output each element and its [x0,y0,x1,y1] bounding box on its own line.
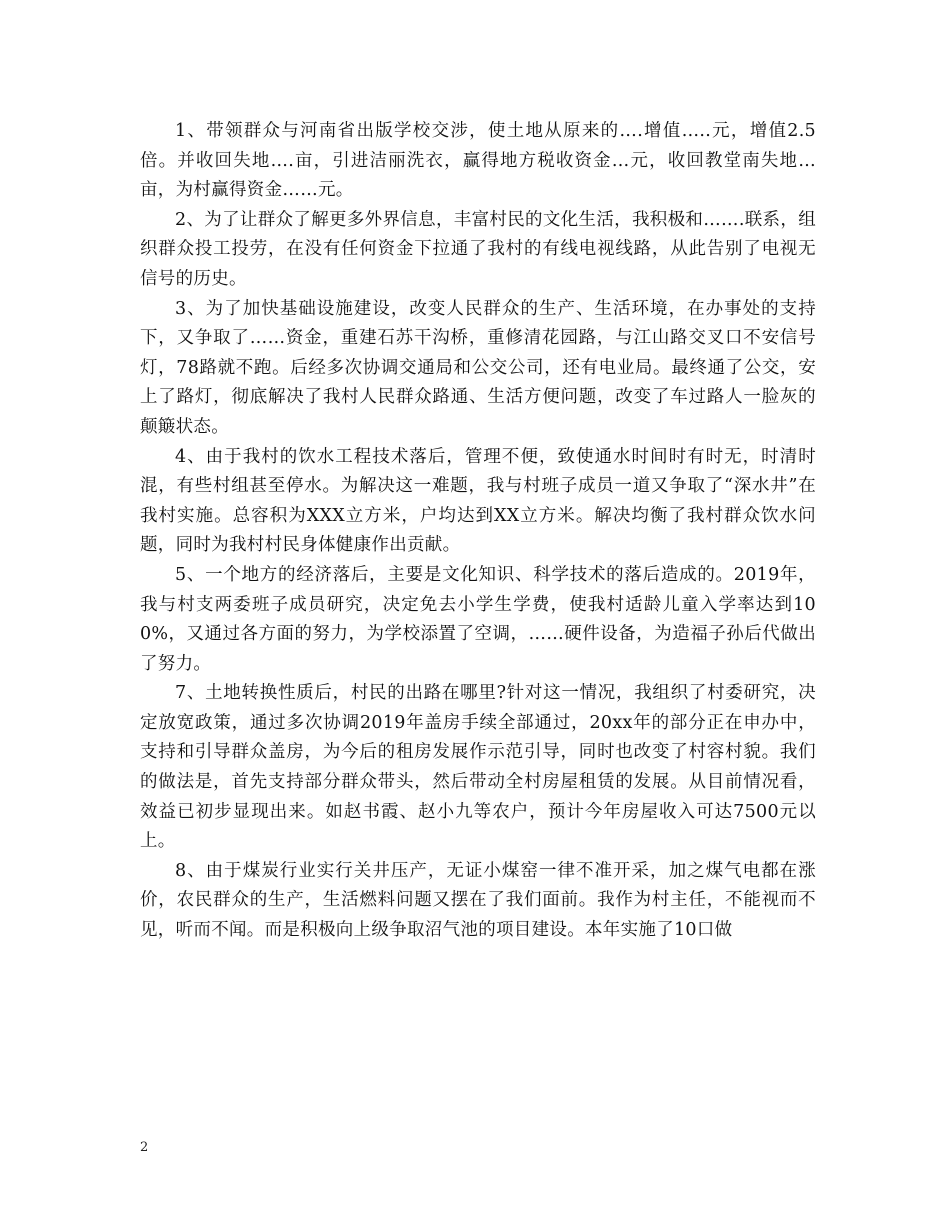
paragraph-4: 4、由于我村的饮水工程技术落后，管理不便，致使通水时间时有时无，时清时混，有些村组甚至停水。为解决这一难题，我与村班子成员一道又争取了“深水井”在我村实施。总容积为XXX立方米，户均达到XX立方米。解决均衡了我村群众饮水问题，同时为我村村民身体健康作出贡献。 [140,446,816,556]
paragraph-7: 7、土地转换性质后，村民的出路在哪里?针对这一情况，我组织了村委研究，决定放宽政策，通过多次协调2019年盖房手续全部通过，20xx年的部分正在申办中，支持和引导群众盖房，为今后的租房发展作示范引导，同时也改变了村容村貌。我们的做法是，首先支持部分群众带头，然后带动全村房屋租赁的发展。从目前情况看，效益已初步显现出来。如赵书霞、赵小九等农户，预计今年房屋收入可达7500元以上。 [140,683,816,852]
page-number: 2 [140,1140,149,1155]
paragraph-1: 1、带领群众与河南省出版学校交涉，使土地从原来的….增值…..元，增值2.5倍。并收回失地….亩，引进洁丽洗衣，赢得地方税收资金…元，收回教堂南失地…亩，为村赢得资金……元。 [140,121,816,201]
paragraph-8: 8、由于煤炭行业实行关井压产，无证小煤窑一律不准开采，加之煤气电都在涨价，农民群众的生产，生活燃料问题又摆在了我们面前。我作为村主任，不能视而不见，听而不闻。而是积极向上级争取沼气池的项目建设。本年实施了10口做 [140,860,816,941]
paragraph-3: 3、为了加快基础设施建设，改变人民群众的生产、生活环境，在办事处的支持下，又争取了……资金，重建石苏干沟桥，重修清花园路，与江山路交叉口不安信号灯，78路就不跑。后经多次协调交通局和公交公司，还有电业局。最终通了公交，安上了路灯，彻底解决了我村人民群众路通、生活方便问题，改变了车过路人一脸灰的颠簸状态。 [140,298,816,437]
paragraph-5: 5、一个地方的经济落后，主要是文化知识、科学技术的落后造成的。2019年，我与村支两委班子成员研究，决定免去小学生学费，使我村适龄儿童入学率达到100%，又通过各方面的努力，为学校添置了空调，……硬件设备，为造福子孙后代做出了努力。 [140,564,816,674]
document-body [140,117,816,946]
paragraph-2: 2、为了让群众了解更多外界信息，丰富村民的文化生活，我积极和…….联系，组织群众投工投劳，在没有任何资金下拉通了我村的有线电视线路，从此告别了电视无信号的历史。 [140,209,816,289]
